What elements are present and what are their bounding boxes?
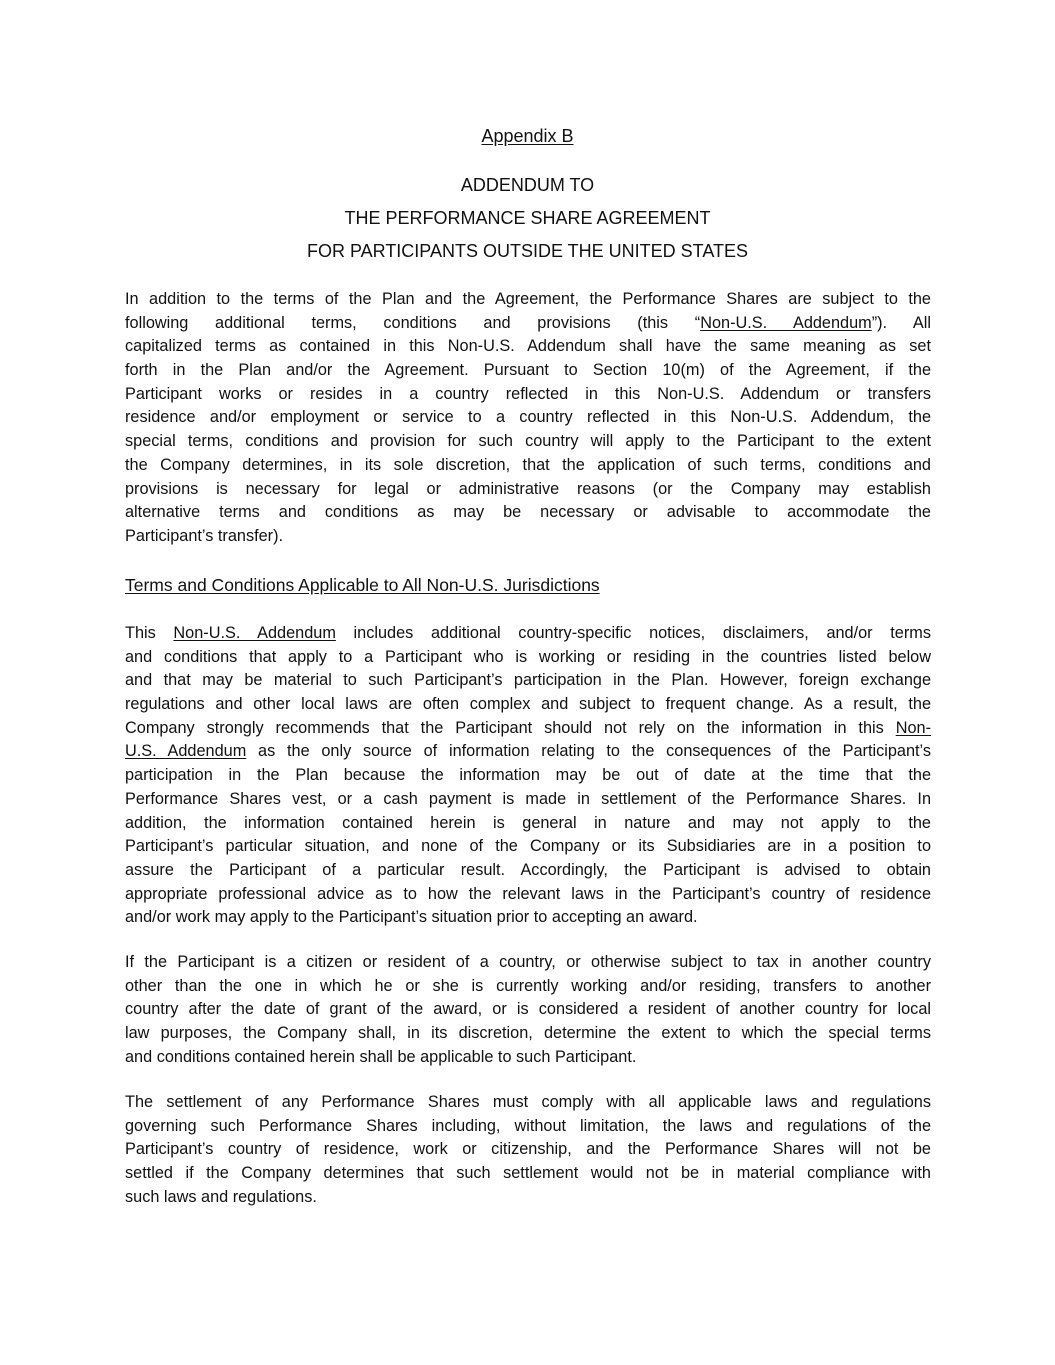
text-segment: law purposes, the Company shall, in its discretion, determine the extent to which the special terms [125,1024,931,1043]
text-segment: The settlement of any Performance Shares must comply with all applicable laws and regulations [125,1093,931,1111]
text-line [125,525,931,549]
text-segment: forth in the Plan and/or the Agreement. Pursuant to Section 10(m) of the Agreement, if the [125,361,931,380]
text-line [125,335,931,359]
paragraph-tax-residence [125,951,931,1069]
text-line [125,406,931,430]
text-segment: This [125,624,174,642]
text-segment: ”). All [871,313,931,332]
defined-term: Non-U.S. Addendum [173,624,336,642]
text-line [125,906,931,930]
text-segment: following additional terms, conditions and provisions (this “ [125,313,701,332]
text-segment: special terms, conditions and provision for such country will apply to the Participant to the extent [125,432,931,451]
defined-term: U.S. Addendum [125,742,247,761]
text-segment: Participant’s particular situation, and none of the Company or its Subsidiaries are in a position to [125,837,931,856]
text-segment: capitalized terms as contained in this Non-U.S. Addendum shall have the same meaning as set [125,337,931,356]
text-segment: and conditions that apply to a Participant who is working or residing in the countries listed below [125,647,931,666]
text-segment: regulations and other local laws are often complex and subject to frequent change. As a result, the [125,695,931,714]
text-line [125,693,931,717]
text-segment: participation in the Plan because the information may be out of date at the time that the [125,766,931,785]
text-segment: provisions is necessary for legal or administrative reasons (or the Company may establish [125,479,931,498]
defined-term: Non- [895,718,931,737]
text-line [125,951,931,975]
text-segment: Performance Shares vest, or a cash payment is made in settlement of the Performance Shares. In [125,789,931,808]
text-segment: such laws and regulations. [125,1187,317,1206]
text-line [125,359,931,383]
text-line [125,859,931,883]
text-line [125,669,931,693]
text-segment: and that may be material to such Participant’s participation in the Plan. However, foreign exchange [125,671,931,690]
appendix-title: Appendix B [481,126,574,146]
text-line [125,1115,931,1139]
text-segment: In addition to the terms of the Plan and the Agreement, the Performance Shares are subject to the [125,290,931,308]
text-line [125,764,931,788]
text-segment: includes additional country-specific notices, disclaimers, and/or terms [335,624,931,642]
paragraph-disclaimer [125,622,931,930]
text-line [125,788,931,812]
text-segment: governing such Performance Shares including, without limitation, the laws and regulations of the [125,1116,931,1135]
text-segment: Participant works or resides in a country reflected in this Non-U.S. Addendum or transfers [125,384,931,403]
text-line [125,835,931,859]
text-line [125,975,931,999]
text-line [125,622,931,646]
section-heading: Terms and Conditions Applicable to All Non-U.S. Jurisdictions [125,575,600,595]
text-segment: country after the date of grant of the award, or is considered a resident of another country for local [125,1000,931,1019]
text-segment: residence and/or employment or service to a country reflected in this Non-U.S. Addendum, the [125,408,931,427]
text-line [125,383,931,407]
text-segment: Participant’s transfer). [125,526,284,545]
text-segment: settled if the Company determines that such settlement would not be in material compliance with [125,1164,931,1183]
text-segment: Company strongly recommends that the Participant should not rely on the information in this [125,718,896,737]
text-line [125,740,931,764]
text-line [125,1186,931,1210]
text-line [125,717,931,741]
text-segment: assure the Participant of a particular result. Accordingly, the Participant is advised to obtain [125,860,931,879]
paragraph-settlement [125,1091,931,1209]
text-line [125,430,931,454]
text-line [125,1046,931,1070]
text-segment: the Company determines, in its sole discretion, that the application of such terms, conditions and [125,455,931,474]
text-segment: alternative terms and conditions as may be necessary or advisable to accommodate the [125,503,931,522]
text-line [125,288,931,312]
paragraph-intro [125,288,931,549]
text-line [125,478,931,502]
text-line [125,883,931,907]
text-segment: If the Participant is a citizen or resident of a country, or otherwise subject to tax in another country [125,953,931,971]
text-segment: addition, the information contained herein is general in nature and may not apply to the [125,813,931,832]
text-line [125,312,931,336]
text-segment: and conditions contained herein shall be applicable to such Participant. [125,1047,637,1066]
text-segment: and/or work may apply to the Participant’s situation prior to accepting an award. [125,908,698,927]
text-line [125,454,931,478]
text-line [125,1162,931,1186]
text-line [125,501,931,525]
text-segment: as the only source of information relating to the consequences of the Participant’s [246,742,931,761]
text-line [125,1138,931,1162]
text-segment: appropriate professional advice as to how the relevant laws in the Participant’s country of residence [125,884,931,903]
text-line [125,1022,931,1046]
text-segment: Participant’s country of residence, work or citizenship, and the Performance Shares will not be [125,1140,931,1159]
text-segment: other than the one in which he or she is currently working and/or residing, transfers to another [125,976,931,995]
document-title-line-1: ADDENDUM TO [460,175,595,195]
document-title-line-2: THE PERFORMANCE SHARE AGREEMENT [344,208,711,228]
text-line [125,1091,931,1115]
text-line [125,998,931,1022]
text-line [125,812,931,836]
text-line [125,646,931,670]
document-title-line-3: FOR PARTICIPANTS OUTSIDE THE UNITED STATES [306,241,749,261]
defined-term: Non-U.S. Addendum [700,313,872,332]
